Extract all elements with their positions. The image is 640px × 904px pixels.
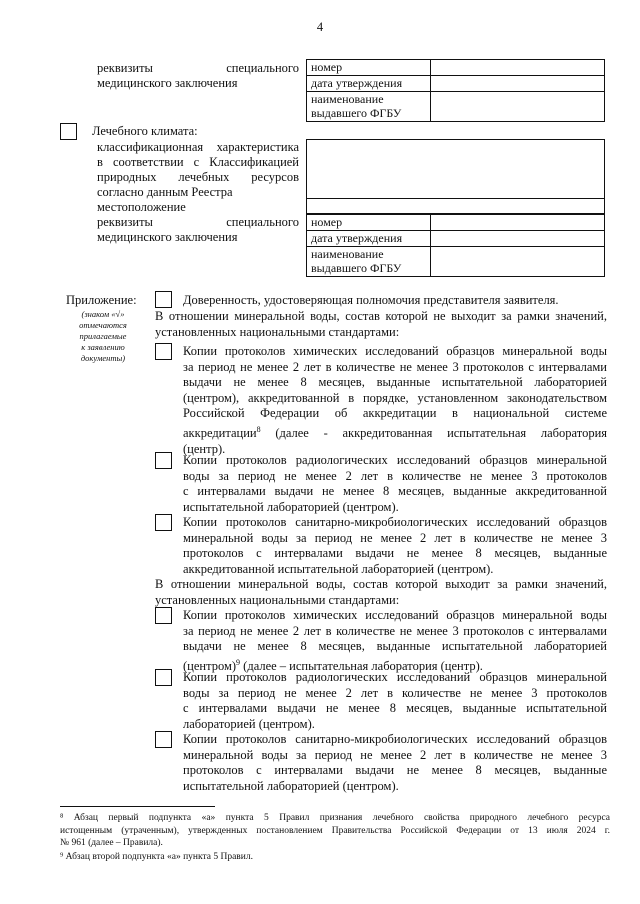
item3-checkbox[interactable]	[155, 514, 172, 531]
item4-checkbox[interactable]	[155, 607, 172, 624]
req1-issuer-value[interactable]	[431, 92, 605, 122]
item6-checkbox[interactable]	[155, 731, 172, 748]
req1-date-value[interactable]	[431, 76, 605, 92]
power-of-attorney-text: Доверенность, удостоверяющая полномочия представителя заявителя.	[183, 293, 559, 307]
requisites-label-line2: медицинского заключения	[97, 76, 238, 90]
req2-number-label: номер	[307, 215, 431, 231]
item2-text: Копии протоколов радиологических исследований образцов минеральной воды за период не менее 2 лет в количестве не менее 3 протоколов с интервалами выдачи не менее 8 месяцев, выданные аккредитованной испытательной лабораторией (центром).	[183, 453, 607, 514]
req1-number-label: номер	[307, 60, 431, 76]
item4-text: Копии протоколов химических исследований образцов минеральной воды за период не менее 2 лет в количестве не менее 3 протоколов с интервалами выдачи не менее 8 месяцев, выданные испытательной лабораторией (центром)$^9$ (далее – испытательная лаборатория (центр).	[183, 608, 607, 673]
footnote-9: ⁹ Абзац второй подпункта «а» пункта 5 Правил.	[60, 852, 253, 862]
location-field[interactable]	[306, 197, 605, 214]
item5-checkbox[interactable]	[155, 669, 172, 686]
req2-date-label: дата утверждения	[307, 231, 431, 247]
classification-line4: согласно данным Реестра	[97, 185, 233, 199]
item1-checkbox[interactable]	[155, 343, 172, 360]
climate-checkbox[interactable]	[60, 123, 77, 140]
req2-number-value[interactable]	[431, 215, 605, 231]
location-label: местоположение	[97, 200, 186, 214]
req2-date-value[interactable]	[431, 231, 605, 247]
classification-field[interactable]	[306, 139, 605, 199]
section1-heading: В отношении минеральной воды, состав которой не выходит за рамки значений, установленных национальными стандартами:	[155, 309, 607, 339]
footnote-divider	[60, 806, 215, 807]
item5-text: Копии протоколов радиологических исследований образцов минеральной воды за период не менее 2 лет в количестве не менее 3 протоколов с интервалами выдачи не менее 8 месяцев, выданные испытательной лабораторией (центром).	[183, 670, 607, 731]
section2-heading: В отношении минеральной воды, состав которой выходит за рамки значений, установленных национальными стандартами:	[155, 577, 607, 607]
requisites-table-1	[306, 59, 605, 122]
attachment-note: (знаком «√» отмечаются прилагаемые к заявлению документы)	[79, 309, 127, 363]
item1-text: Копии протоколов химических исследований образцов минеральной воды за период не менее 2 лет в количестве не менее 3 протоколов с интервалами выдачи не менее 8 месяцев, выданные испытательной лабораторией (центром), аккредитованной в порядке, установленном законодательством Российской Федерации об аккредитации в национальной системе аккредитации$^8$ (далее - аккредитованная испытательная лаборатория (центр).	[183, 344, 608, 456]
climate-requisites-label-line1: реквизиты специального	[97, 215, 299, 229]
req1-issuer-label: наименование выдавшего ФГБУ	[307, 92, 431, 122]
climate-requisites-label-line2: медицинского заключения	[97, 230, 238, 244]
climate-title: Лечебного климата:	[92, 124, 198, 138]
attachment-label: Приложение:	[66, 293, 137, 307]
req2-issuer-value[interactable]	[431, 247, 605, 277]
requisites-table-2	[306, 214, 605, 277]
footnote-8: ⁸ Абзац первый подпункта «а» пункта 5 Правил признания лечебного свойства природного лечебного ресурса истощенным (утраченным), утвержденных постановлением Правительства Российской Федерации от 13 июля 2024 г. № 961 (далее – Правила).	[60, 813, 610, 848]
classification-line2: в соответствии с Классификацией	[97, 155, 299, 169]
requisites-label-line1: реквизиты специального	[97, 61, 299, 75]
req1-date-label: дата утверждения	[307, 76, 431, 92]
item2-checkbox[interactable]	[155, 452, 172, 469]
page-number: 4	[316, 20, 324, 34]
power-of-attorney-checkbox[interactable]	[155, 291, 172, 308]
classification-line1: классификационная характеристика	[97, 140, 299, 154]
req2-issuer-label: наименование выдавшего ФГБУ	[307, 247, 431, 277]
item3-text: Копии протоколов санитарно-микробиологических исследований образцов минеральной воды за период не менее 2 лет в количестве не менее 3 протоколов с интервалами выдачи не менее 8 месяцев, выданные аккредитованной испытательной лабораторией (центром).	[183, 515, 607, 576]
item6-text: Копии протоколов санитарно-микробиологических исследований образцов минеральной воды за период не менее 2 лет в количестве не менее 3 протоколов с интервалами выдачи не менее 8 месяцев, выданные испытательной лабораторией (центром).	[183, 732, 607, 793]
req1-number-value[interactable]	[431, 60, 605, 76]
classification-line3: природных лечебных ресурсов	[97, 170, 299, 184]
